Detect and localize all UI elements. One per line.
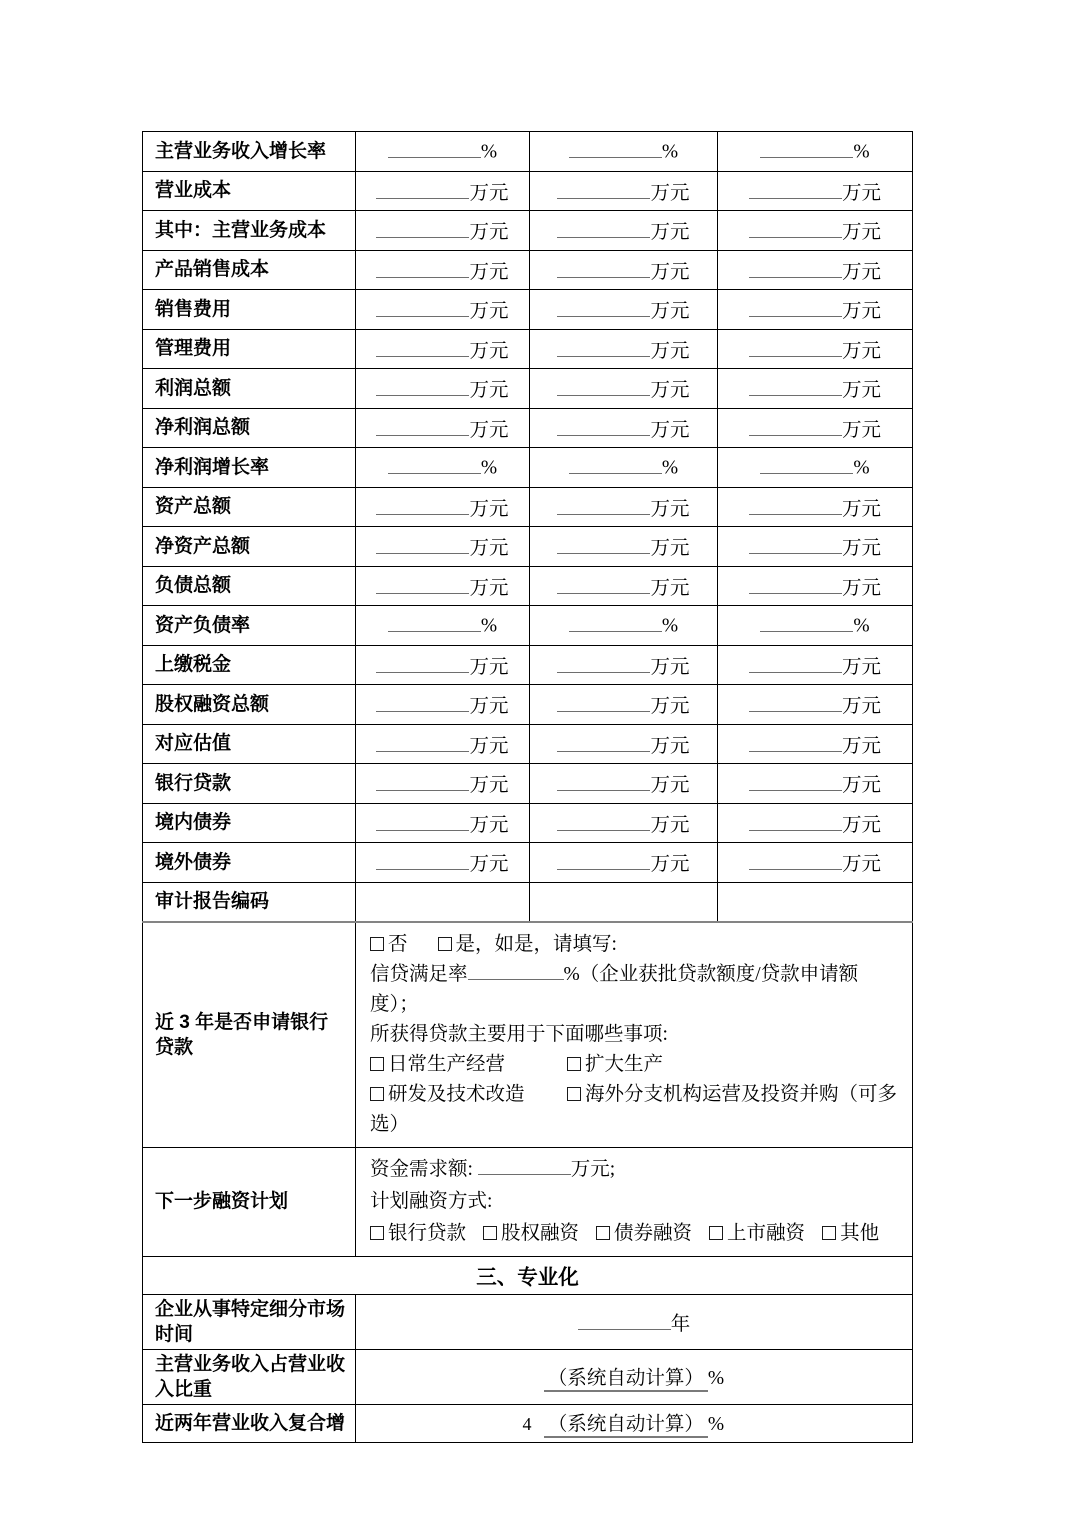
financial-row [143,685,913,725]
unit-label: 万元 [841,222,881,244]
cagr-unit: % [707,1414,725,1435]
row-label: 银行贷款 [143,764,356,804]
market-time-value [356,1294,913,1349]
fill-in-blank[interactable] [557,733,650,752]
checkbox-option[interactable] [596,1223,692,1244]
row-label: 主营业务收入增长率 [143,132,356,172]
unit-label: 万元 [650,735,690,757]
value-cell-col2 [530,487,718,527]
unit-label: 万元 [841,656,881,678]
value-cell-col2 [530,685,718,725]
row-label: 资产总额 [143,487,356,527]
unit-label: 万元 [650,380,690,402]
unit-label: % [853,141,870,163]
value-cell-col3 [718,843,913,883]
unit-label: 万元 [469,182,509,204]
amount-unit: 万元; [570,1158,616,1180]
fill-in-blank[interactable] [376,654,469,673]
value-cell-col2 [530,171,718,211]
value-cell-col2 [530,606,718,646]
row-label: 对应估值 [143,724,356,764]
value-cell-col1 [356,685,530,725]
fill-in-blank[interactable] [376,417,469,436]
fill-in-blank[interactable] [376,378,469,397]
checkbox-label: 日常生产经营 [388,1053,506,1075]
fill-in-blank[interactable] [760,139,853,158]
fill-in-blank[interactable] [376,575,469,594]
page-number: 4 [522,1414,532,1434]
row-label: 产品销售成本 [143,250,356,290]
unit-label: % [480,615,498,637]
unit-label: % [661,457,679,479]
checkbox-no[interactable] [370,934,408,955]
value-cell-col2 [530,211,718,251]
method-intro-line: 计划融资方式: [370,1190,493,1212]
financing-plan-content [356,1147,913,1256]
checkbox-option[interactable] [483,1223,579,1244]
financial-row [143,645,913,685]
fill-in-blank[interactable] [557,496,650,515]
financial-row [143,566,913,606]
value-cell-col2 [530,448,718,488]
unit-label: 万元 [841,814,881,836]
market-time-unit: 年 [670,1313,691,1335]
value-cell-col3 [718,803,913,843]
value-cell-col1 [356,645,530,685]
financial-row [143,171,913,211]
unit-label: 万元 [841,182,881,204]
value-cell-col1 [356,448,530,488]
fill-in-blank[interactable] [557,852,650,871]
fill-in-blank[interactable] [749,654,842,673]
value-cell-col3 [718,645,913,685]
fill-in-blank[interactable] [376,220,469,239]
fill-in-blank[interactable] [557,812,650,831]
fill-in-blank[interactable] [749,694,842,713]
unit-label: 万元 [469,735,509,757]
checkbox-option[interactable] [709,1223,805,1244]
unit-label: 万元 [469,775,509,797]
checkbox-label: 债券融资 [614,1222,693,1244]
unit-label: 万元 [841,380,881,402]
value-cell-col2 [530,724,718,764]
value-cell-col1 [356,408,530,448]
value-cell-col3 [718,882,913,922]
checkbox-icon [438,937,452,951]
unit-label: 万元 [469,538,509,560]
unit-label: 万元 [841,735,881,757]
fill-in-blank[interactable] [760,455,853,474]
value-cell-col3 [718,290,913,330]
value-cell-col3 [718,724,913,764]
value-cell-col1 [356,566,530,606]
fill-in-blank[interactable] [749,575,842,594]
unit-label: % [480,141,498,163]
unit-label: 万元 [469,814,509,836]
fill-in-blank[interactable] [376,338,469,357]
fill-in-blank[interactable] [557,259,650,278]
value-cell-col3 [718,487,913,527]
yes-no-line [370,930,902,960]
fill-in-blank[interactable] [376,694,469,713]
unit-label: 万元 [841,419,881,441]
value-cell-col3 [718,211,913,251]
value-cell-col1 [356,843,530,883]
credit-rate-prefix: 信贷满足率 [370,963,468,985]
fill-in-blank[interactable] [388,139,481,158]
unit-label: 万元 [469,340,509,362]
row-label: 上缴税金 [143,645,356,685]
value-cell-col1 [356,211,530,251]
checkbox-option[interactable] [370,1050,567,1080]
unit-label: 万元 [841,498,881,520]
unit-label: % [853,457,870,479]
financial-row [143,408,913,448]
checkbox-option[interactable] [370,1223,466,1244]
unit-label: 万元 [650,498,690,520]
checkbox-label: 股权融资 [501,1222,580,1244]
unit-label: 万元 [650,182,690,204]
value-cell-col3 [718,527,913,567]
fill-in-blank[interactable] [557,575,650,594]
unit-label: 万元 [469,419,509,441]
value-cell-col2 [530,764,718,804]
checkbox-yes-label: 是 [455,933,476,955]
checkbox-icon [370,937,384,951]
row-label: 资产负债率 [143,606,356,646]
unit-label: 万元 [841,854,881,876]
value-cell-col3 [718,171,913,211]
value-cell-col2 [530,803,718,843]
auto-calc-value: （系统自动计算） [544,1408,708,1438]
fill-in-blank[interactable] [749,733,842,752]
checkbox-option[interactable] [370,1080,567,1110]
checkbox-icon [709,1226,723,1240]
fill-in-blank[interactable] [388,613,481,632]
value-cell-col1 [356,724,530,764]
value-cell-col2 [530,250,718,290]
value-cell-col1 [356,487,530,527]
checkbox-icon [822,1226,836,1240]
financial-row [143,132,913,172]
fill-in-blank[interactable] [376,180,469,199]
unit-label: 万元 [841,577,881,599]
value-cell-col3 [718,250,913,290]
value-cell-col1 [356,329,530,369]
unit-label: 万元 [650,854,690,876]
fill-in-blank[interactable] [557,378,650,397]
unit-label: 万元 [841,696,881,718]
value-cell-col1 [356,606,530,646]
unit-label: 万元 [650,340,690,362]
unit-label: 万元 [469,301,509,323]
fill-in-blank[interactable] [749,417,842,436]
fill-in-blank[interactable] [376,812,469,831]
value-cell-col2 [530,843,718,883]
checkbox-option[interactable] [822,1223,879,1244]
financial-row [143,764,913,804]
unit-label: 万元 [650,696,690,718]
unit-label: % [661,141,679,163]
checkbox-icon [370,1087,384,1101]
unit-label: % [853,615,870,637]
value-cell-col3 [718,448,913,488]
checkbox-icon [370,1057,384,1071]
fill-in-blank[interactable] [749,852,842,871]
value-cell-col2 [530,566,718,606]
financing-plan-row [143,1147,913,1256]
fill-in-blank[interactable] [749,338,842,357]
fill-in-blank[interactable] [557,220,650,239]
unit-label: % [480,457,498,479]
unit-label: 万元 [841,261,881,283]
bank-loan-content [356,922,913,1148]
value-cell-col1 [356,527,530,567]
fill-in-blank[interactable] [376,496,469,515]
credit-rate-suffix: %（企业获批贷款额度/贷款申请额度）； [370,963,859,1015]
value-cell-col2 [530,882,718,922]
row-label: 审计报告编码 [143,882,356,922]
row-label: 其中：主营业务成本 [143,211,356,251]
unit-label: 万元 [841,301,881,323]
row-label: 利润总额 [143,369,356,409]
value-cell-col3 [718,329,913,369]
value-cell-col2 [530,369,718,409]
unit-label: 万元 [469,656,509,678]
fill-in-blank[interactable] [557,180,650,199]
credit-rate-line [370,960,902,1020]
value-cell-col2 [530,527,718,567]
main-ratio-unit: % [707,1367,725,1389]
value-cell-col2 [530,645,718,685]
value-cell-col2 [530,132,718,172]
fill-in-blank[interactable] [376,536,469,555]
usage-intro-line: 所获得贷款主要用于下面哪些事项: [370,1023,668,1045]
financial-row [143,211,913,251]
row-label-cagr: 近两年营业收入复合增 [143,1404,356,1442]
unit-label: 万元 [650,577,690,599]
usage-options-row-2 [370,1080,902,1140]
unit-label: 万元 [650,538,690,560]
checkbox-label: 其他 [840,1222,880,1244]
unit-label: 万元 [469,854,509,876]
fill-in-blank[interactable] [569,455,662,474]
fill-in-blank[interactable] [388,455,481,474]
checkbox-icon [567,1087,581,1101]
after-yes-text: ，如是，请填写: [475,933,617,955]
value-cell-col3 [718,408,913,448]
bank-loan-row [143,922,913,1148]
value-cell-col1 [356,132,530,172]
checkbox-icon [370,1226,384,1240]
value-cell-col2 [530,290,718,330]
main-ratio-row [143,1349,913,1404]
financial-row [143,369,913,409]
financial-row [143,803,913,843]
fill-in-blank[interactable] [376,773,469,792]
financial-row [143,290,913,330]
value-cell-col2 [530,408,718,448]
amount-prefix: 资金需求额: [370,1158,478,1180]
financial-row [143,527,913,567]
checkbox-icon [596,1226,610,1240]
value-cell-col1 [356,369,530,409]
financial-row [143,606,913,646]
unit-label: 万元 [650,656,690,678]
usage-options-row-1 [370,1050,902,1080]
fill-in-blank[interactable] [557,773,650,792]
value-cell-col3 [718,764,913,804]
financial-row [143,487,913,527]
financing-options-row [370,1218,902,1250]
value-cell-col3 [718,132,913,172]
value-cell-col1 [356,764,530,804]
unit-label: 万元 [469,222,509,244]
row-label: 境内债券 [143,803,356,843]
unit-label: 万元 [650,814,690,836]
section3-title: 三、专业化 [143,1256,913,1294]
row-label: 管理费用 [143,329,356,369]
fill-in-blank[interactable] [557,536,650,555]
financial-row [143,329,913,369]
row-label: 净利润总额 [143,408,356,448]
checkbox-no-label: 否 [388,933,408,955]
unit-label: 万元 [469,498,509,520]
checkbox-label: 银行贷款 [388,1222,467,1244]
fill-in-blank[interactable] [376,852,469,871]
financial-row [143,724,913,764]
market-time-row [143,1294,913,1349]
unit-label: 万元 [841,775,881,797]
checkbox-label: 海外分支机构运营及投资并购（可多选） [370,1083,898,1135]
row-label-financing-plan: 下一步融资计划 [143,1147,356,1256]
checkbox-yes[interactable] [438,934,476,955]
row-label: 营业成本 [143,171,356,211]
row-label-market-time: 企业从事特定细分市场时间 [143,1294,356,1349]
checkbox-icon [567,1057,581,1071]
value-cell-col1 [356,171,530,211]
fill-in-blank[interactable] [376,299,469,318]
unit-label: 万元 [469,380,509,402]
value-cell-col3 [718,685,913,725]
checkbox-option[interactable] [567,1054,663,1075]
section3-header-row [143,1256,913,1294]
row-label: 负债总额 [143,566,356,606]
unit-label: 万元 [650,419,690,441]
fill-in-blank[interactable] [557,694,650,713]
amount-blank[interactable] [478,1156,571,1175]
row-label: 净资产总额 [143,527,356,567]
row-label: 净利润增长率 [143,448,356,488]
unit-label: 万元 [650,222,690,244]
fill-in-blank[interactable] [749,259,842,278]
value-cell-col1 [356,290,530,330]
amount-line [370,1154,902,1186]
checkbox-label: 研发及技术改造 [388,1083,525,1105]
checkbox-label: 上市融资 [727,1222,806,1244]
unit-label: 万元 [650,775,690,797]
row-label: 销售费用 [143,290,356,330]
row-label: 境外债券 [143,843,356,883]
unit-label: 万元 [469,696,509,718]
fill-in-blank[interactable] [569,139,662,158]
checkbox-label: 扩大生产 [585,1053,664,1075]
fill-in-blank[interactable] [376,733,469,752]
unit-label: 万元 [469,261,509,283]
unit-label: 万元 [841,340,881,362]
row-label-main-ratio: 主营业务收入占营业收入比重 [143,1349,356,1404]
fill-in-blank[interactable] [557,338,650,357]
fill-in-blank[interactable] [557,417,650,436]
value-cell-col3 [718,566,913,606]
fill-in-blank[interactable] [557,299,650,318]
fill-in-blank[interactable] [569,613,662,632]
value-cell-col3 [718,369,913,409]
main-ratio-value [356,1349,913,1404]
fill-in-blank[interactable] [749,496,842,515]
fill-in-blank[interactable] [749,180,842,199]
fill-in-blank[interactable] [749,378,842,397]
value-cell-col3 [718,606,913,646]
financial-row [143,843,913,883]
financial-row [143,882,913,922]
row-label: 股权融资总额 [143,685,356,725]
value-cell-col1 [356,250,530,290]
unit-label: 万元 [650,301,690,323]
market-time-blank[interactable] [578,1311,671,1330]
fill-in-blank[interactable] [749,220,842,239]
unit-label: % [661,615,679,637]
fill-in-blank[interactable] [376,259,469,278]
fill-in-blank[interactable] [749,299,842,318]
fill-in-blank[interactable] [749,773,842,792]
fill-in-blank[interactable] [749,536,842,555]
value-cell-col1 [356,882,530,922]
fill-in-blank[interactable] [760,613,853,632]
credit-rate-blank[interactable] [468,961,564,980]
value-cell-col2 [530,329,718,369]
checkbox-icon [483,1226,497,1240]
row-label-bank-loan: 近 3 年是否申请银行贷款 [143,922,356,1148]
auto-calc-value: （系统自动计算） [544,1362,708,1392]
unit-label: 万元 [469,577,509,599]
unit-label: 万元 [841,538,881,560]
fill-in-blank[interactable] [557,654,650,673]
financial-row [143,448,913,488]
financial-row [143,250,913,290]
fill-in-blank[interactable] [749,812,842,831]
application-form-table [142,131,913,1443]
value-cell-col1 [356,803,530,843]
unit-label: 万元 [650,261,690,283]
